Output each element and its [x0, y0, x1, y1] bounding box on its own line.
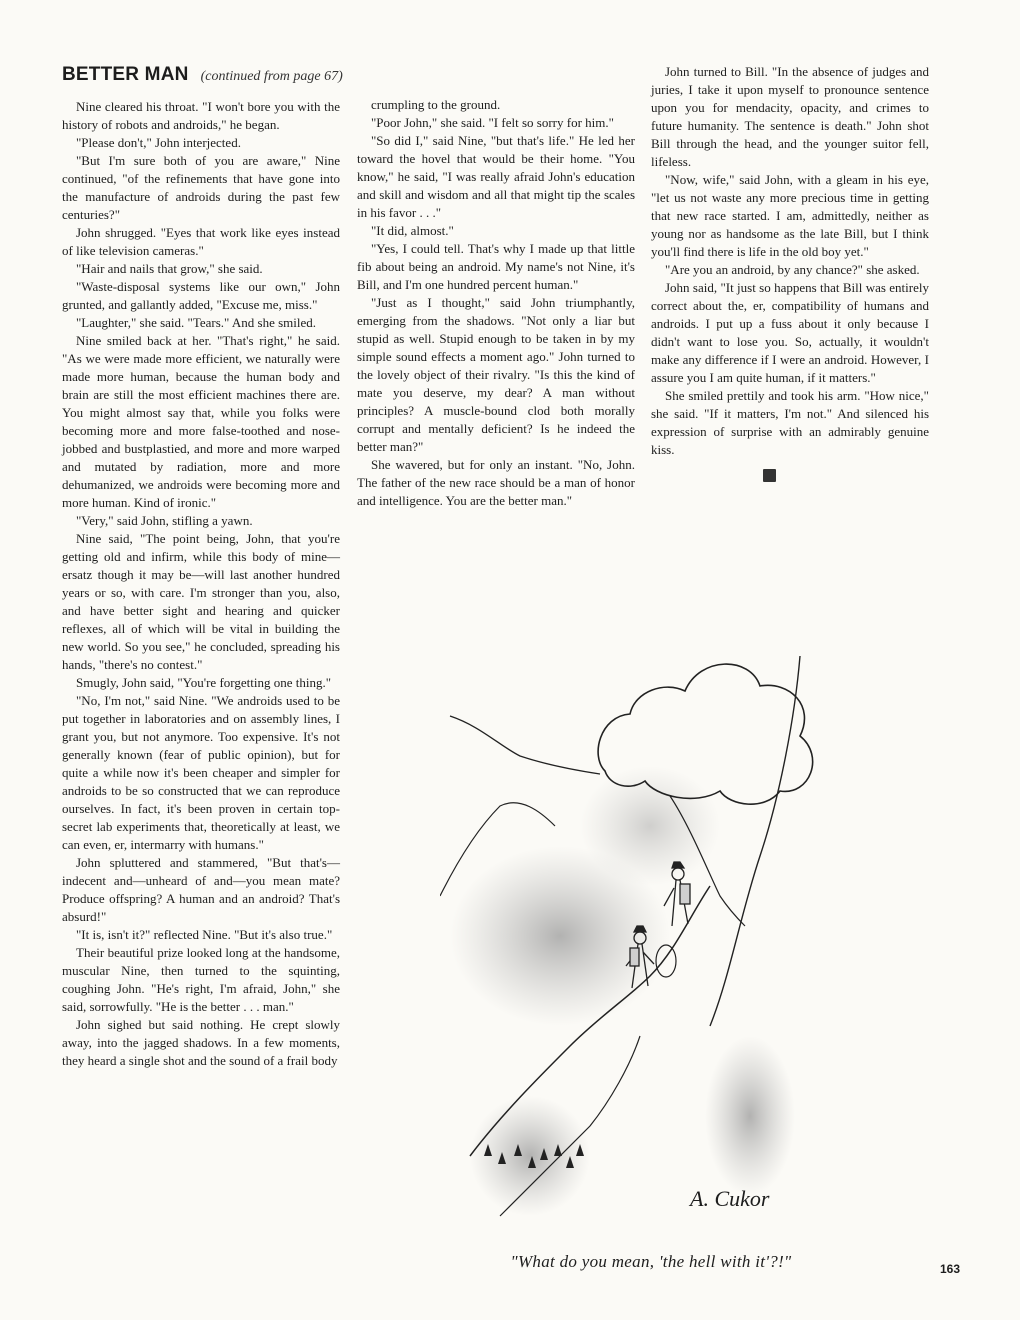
article-paragraph: John said, "It just so happens that Bill was entirely correct about the, er, compatibility of humans and androids. I put up a fuss about it only because I didn't want to lose you. So, actually, it wouldn't make any difference if I were an android. However, I assure you I am quite human, if it matters.": [651, 280, 929, 385]
text-column-3: [651, 63, 929, 482]
article-paragraph: "No, I'm not," said Nine. "We androids used to be put together in laboratories and on assembly lines, I grant you, but not anymore. Too expensive. It's not generally known (fear of public opinion), but for quite a while now it's been cheaper and simpler for androids to be so constructed that we can reproduce ourselves. In fact, it's been proven in certain top-secret lab experiments that, theoretically at least, we can even, er, intermarry with humans.": [62, 693, 340, 852]
article-paragraph: John turned to Bill. "In the absence of judges and juries, I take it upon myself to pronounce sentence upon you for mendacity, opacity, and crimes to future humanity. The sentence is death." John shot Bill through the head, and the younger suitor fell, lifeless.: [651, 64, 929, 169]
mountain-outline: [450, 716, 600, 774]
article-paragraph: "Laughter," she said. "Tears." And she smiled.: [76, 315, 317, 330]
article-paragraph: "Waste-disposal systems like our own," John grunted, and gallantly added, "Excuse me, miss.": [62, 279, 340, 312]
article-paragraph: Smugly, John said, "You're forgetting one thing.": [76, 675, 332, 690]
article-paragraph: John spluttered and stammered, "But that's—indecent and—unheard of and—you mean mate? Produce offspring? A human and an android? That's absurd!": [62, 855, 340, 924]
article-paragraph: "Poor John," she said. "I felt so sorry for him.": [371, 115, 614, 130]
artist-signature: A. Cukor: [690, 1186, 770, 1211]
continued-note: (continued from page 67): [200, 69, 343, 84]
article-paragraph: She wavered, but for only an instant. "No, John. The father of the new race should be a man of honor and intelligence. You are the better man.": [357, 457, 635, 508]
cartoon-caption: "What do you mean, 'the hell with it'?!": [510, 1252, 792, 1271]
end-mark-icon: [763, 469, 776, 482]
text-column-2: [357, 96, 635, 510]
text-column-1: [62, 98, 340, 1070]
article-paragraph: "Yes, I could tell. That's why I made up that little fib about being an android. My name's not Nine, it's Bill, and I'm one hundred percent human.": [357, 241, 635, 292]
article-paragraph: Their beautiful prize looked long at the handsome, muscular Nine, then turned to the squinting, coughing John. "He's right, I'm afraid, John," she said, sorrowfully. "He is the better . . . man.": [62, 945, 340, 1014]
article-paragraph: "Are you an android, by any chance?" she asked.: [665, 262, 920, 277]
article-title: BETTER MAN: [62, 64, 189, 85]
article-paragraph: "It is, isn't it?" reflected Nine. "But it's also true.": [76, 927, 333, 942]
page-number: 163: [940, 1262, 961, 1276]
article-paragraph: "But I'm sure both of you are aware," Nine continued, "of the refinements that have gone into the manufacture of androids during the past few centuries?": [62, 153, 340, 222]
article-header: [62, 64, 343, 86]
cartoon-illustration: [440, 596, 860, 1236]
article-paragraph: Nine smiled back at her. "That's right," he said. "As we were made more efficient, we naturally were made more human, because the human body and brain are still the most efficient machines there are. You might almost say that, while you folks were becoming more and more false-toothed and nose-jobbed and bustplastied, and more and more warped and mutated by radiation, more and more dehumanized, we androids were becoming more and more human. Kind of ironic.": [62, 333, 340, 510]
mountain-shade: [705, 1036, 795, 1196]
article-paragraph: Nine cleared his throat. "I won't bore you with the history of robots and androids," he began.: [62, 99, 340, 132]
article-paragraph: "It did, almost.": [371, 223, 454, 238]
article-paragraph: John shrugged. "Eyes that work like eyes instead of like television cameras.": [62, 225, 340, 258]
article-paragraph: "So did I," said Nine, "but that's life." He led her toward the hovel that would be their home. "You know," he said, "I was really afraid John's education and skill and wisdom and all that might tip the scales in his favor . . .": [357, 133, 635, 220]
mountain-outline: [710, 656, 800, 1026]
article-paragraph: Nine said, "The point being, John, that you're getting old and infirm, while this body of mine—ersatz though it may be—will last another hundred years or so, with care. I'm stronger than you, also, and have better sight and hearing and quicker reflexes, all of which will be vital in building the new world. So you see," he concluded, spreading his hands, "there's no contest.": [62, 531, 340, 672]
article-paragraph: She smiled prettily and took his arm. "How nice," she said. "If it matters, I'm not." And silenced his expression of surprise with an admirably genuine kiss.: [651, 388, 929, 457]
article-paragraph: "Very," said John, stifling a yawn.: [76, 513, 253, 528]
article-paragraph: "Just as I thought," said John triumphantly, emerging from the shadows. "Not only a liar but stupid as well. Stupid enough to be taken in by my simple sound effects a moment ago." John turned to the lovely object of their rivalry. "Is this the kind of mate you deserve, my dear? A man without principles? A muscle-bound clod both morally corrupt and mentally deficient? Is he indeed the better man?": [357, 295, 635, 454]
article-paragraph: "Now, wife," said John, with a gleam in his eye, "let us not waste any more precious time in getting that new race started. I am, admittedly, neither as young nor as handsome as the late Bill, but I think you'll find there is life in the old boy yet.": [651, 172, 929, 259]
article-paragraph: crumpling to the ground.: [371, 97, 501, 112]
article-paragraph: "Please don't," John interjected.: [76, 135, 241, 150]
article-paragraph: "Hair and nails that grow," she said.: [76, 261, 263, 276]
mountain-shade: [580, 766, 720, 886]
article-paragraph: John sighed but said nothing. He crept slowly away, into the jagged shadows. In a few moments, they heard a single shot and the sound of a frail body: [62, 1017, 340, 1068]
